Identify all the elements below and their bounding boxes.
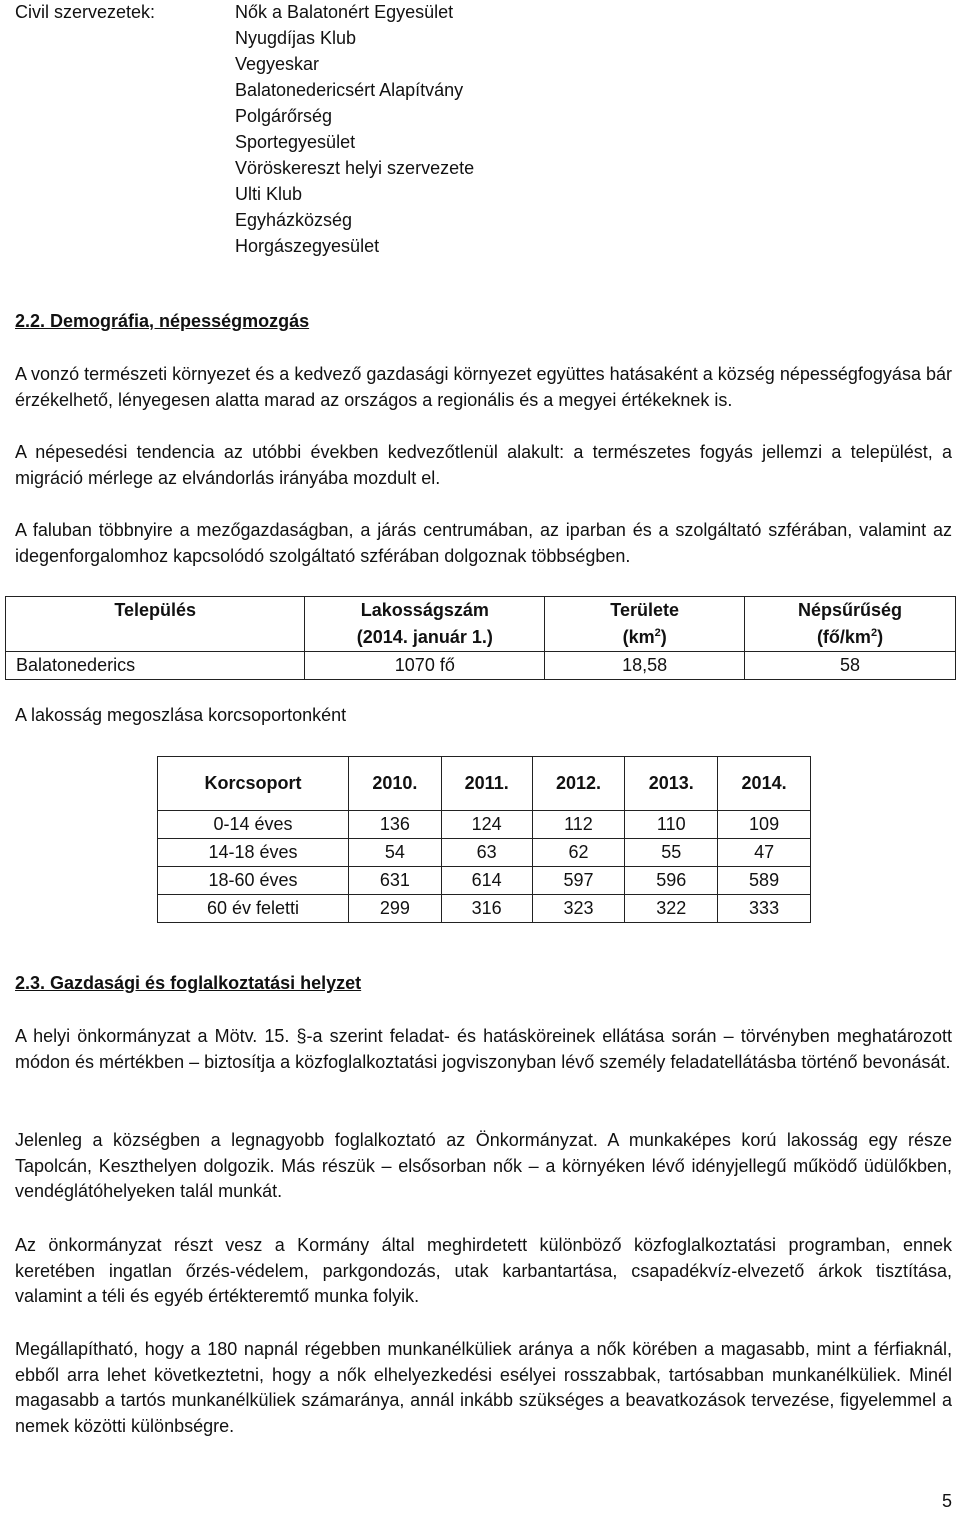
table-cell: 18-60 éves <box>158 867 349 895</box>
table-row <box>158 867 811 895</box>
header-cell: 2013. <box>625 757 718 811</box>
cell-population: 1070 fő <box>305 652 545 680</box>
table-cell: 110 <box>625 811 718 839</box>
table-row <box>158 839 811 867</box>
civil-item: Nyugdíjas Klub <box>235 28 357 48</box>
paragraph: A népesedési tendencia az utóbbi években kedvezőtlenül alakult: a természetes fogyás jellemzi a települést, a migráció mérlege az elvándorlás irányába mozdult el. <box>15 442 952 488</box>
cell-density: 58 <box>745 652 956 680</box>
table-cell: 0-14 éves <box>158 811 349 839</box>
table-cell: 597 <box>532 867 625 895</box>
table-cell: 60 év feletti <box>158 895 349 923</box>
table-row <box>158 895 811 923</box>
table-cell: 631 <box>349 867 442 895</box>
header-area: Területe $(km^2)$ <box>545 597 745 652</box>
paragraph: Jelenleg a községben a legnagyobb foglalkoztató az Önkormányzat. A munkaképes korú lakosság egy része Tapolcán, Keszthelyen dolgozik. Más részük – elsősorban nők – a környéken lévő idényjellegű működő üdülőkben, vendéglátóhelyeken talál munkát. <box>15 1130 952 1201</box>
cell-settlement: Balatonederics <box>6 652 305 680</box>
table-cell: 323 <box>532 895 625 923</box>
age-group-table <box>157 756 811 923</box>
civil-item: Sportegyesület <box>235 132 356 152</box>
cell-area: 18,58 <box>545 652 745 680</box>
table-cell: 55 <box>625 839 718 867</box>
header-cell: 2014. <box>718 757 811 811</box>
header-cell: 2010. <box>349 757 442 811</box>
paragraph: A helyi önkormányzat a Mötv. 15. §-a szerint feladat- és hatásköreinek ellátása során – törvényben meghatározott módon és mértékben – biztosítja a közfoglalkoztatási jogviszonyban lévő személy feladatellátásba történő bevonását. <box>15 1026 952 1072</box>
table-cell: 112 <box>532 811 625 839</box>
table-cell: 62 <box>532 839 625 867</box>
table-cell: 63 <box>441 839 532 867</box>
age-table-caption: A lakosság megoszlása korcsoportonként <box>15 705 347 725</box>
table-row <box>158 811 811 839</box>
paragraph: A vonzó természeti környezet és a kedvező gazdasági környezet együttes hatásaként a község népességfogyása bár érzékelhető, lényegesen alatta marad az országos a regionális és a megyei értékeknek is. <box>15 364 952 410</box>
table-cell: 614 <box>441 867 532 895</box>
header-population: Lakosságszám (2014. január 1.) <box>305 597 545 652</box>
table-cell: 589 <box>718 867 811 895</box>
civil-item: Vegyeskar <box>235 54 320 74</box>
header-cell: 2012. <box>532 757 625 811</box>
table-cell: 14-18 éves <box>158 839 349 867</box>
header-density: Népsűrűség $(fő/km^2)$ <box>745 597 956 652</box>
civil-item: Horgászegyesület <box>235 236 380 256</box>
table-cell: 333 <box>718 895 811 923</box>
table-cell: 316 <box>441 895 532 923</box>
paragraph: Megállapítható, hogy a 180 napnál régebben munkanélküliek aránya a nők körében a magasabb, mint a férfiaknál, ebből arra lehet következtetni, hogy a nők elhelyezkedési esélyei rosszabbak, tartósabban munkanélküliek. Minél magasabb a tartós munkanélküliek számaránya, annál inkább szükséges a beavatkozások tervezése, figyelemmel a nemek közötti különbségre. <box>15 1339 952 1436</box>
civil-item: Vöröskereszt helyi szervezete <box>235 158 475 178</box>
section-heading-demography: 2.2. Demográfia, népességmozgás <box>15 311 310 331</box>
civil-label: Civil szervezetek: <box>15 2 156 22</box>
civil-item: Balatonedericsért Alapítvány <box>235 80 464 100</box>
settlement-table <box>5 596 956 680</box>
civil-item: Nők a Balatonért Egyesület <box>235 2 454 22</box>
civil-item: Ulti Klub <box>235 184 303 204</box>
table-row <box>6 652 956 680</box>
table-cell: 109 <box>718 811 811 839</box>
civil-item: Egyházközség <box>235 210 353 230</box>
table-cell: 299 <box>349 895 442 923</box>
paragraph: Az önkormányzat részt vesz a Kormány által meghirdetett különböző közfoglalkoztatási programban, ennek keretében ingatlan őrzés-védelem, parkgondozás, utak karbantartása, csapadékvíz-elvezető árkok tisztítása, valamint a téli és egyéb értékteremtő munka folyik. <box>15 1235 952 1306</box>
civil-list <box>235 0 474 260</box>
civil-item: Polgárőrség <box>235 106 333 126</box>
table-cell: 124 <box>441 811 532 839</box>
page-number: 5 <box>941 1491 952 1511</box>
header-cell: 2011. <box>441 757 532 811</box>
table-cell: 47 <box>718 839 811 867</box>
paragraph: A faluban többnyire a mezőgazdaságban, a járás centrumában, az iparban és a szolgáltató szférában, valamint az idegenforgalomhoz kapcsolódó szolgáltató szférában dolgoznak többségben. <box>15 520 952 566</box>
table-cell: 322 <box>625 895 718 923</box>
table-cell: 596 <box>625 867 718 895</box>
table-cell: 136 <box>349 811 442 839</box>
header-cell: Korcsoport <box>158 757 349 811</box>
table-header-row <box>158 757 811 811</box>
section-heading-economy: 2.3. Gazdasági és foglalkoztatási helyzet <box>15 973 362 993</box>
table-cell: 54 <box>349 839 442 867</box>
header-settlement: Település <box>6 597 305 652</box>
table-header-row <box>6 597 956 652</box>
